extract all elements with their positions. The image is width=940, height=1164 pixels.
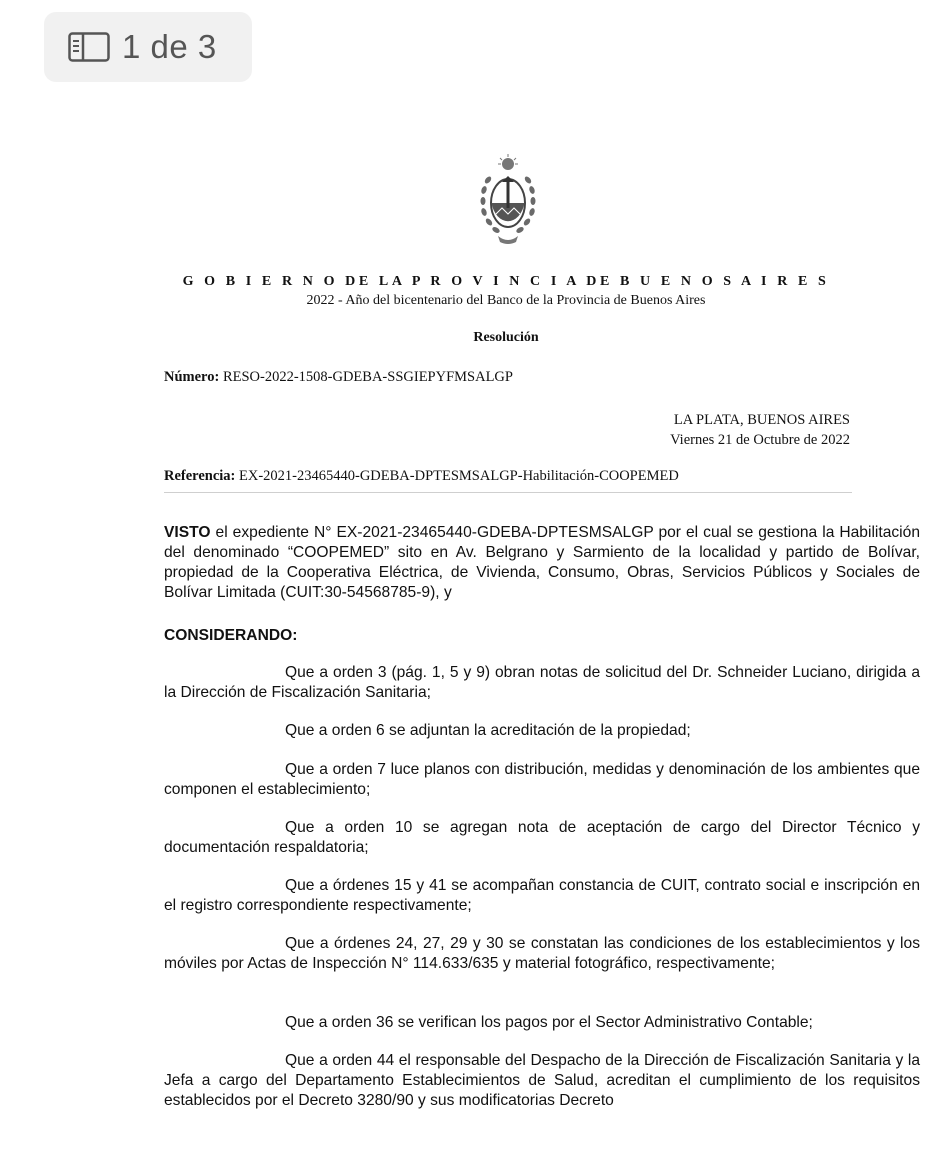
reference-divider [164,492,852,493]
considerando-paragraph: Que a orden 6 se adjuntan la acreditación de la propiedad; [285,722,691,739]
page-indicator[interactable] [44,12,252,82]
considerando-paragraph: Que a orden 7 luce planos con distribución, medidas y denominación de los ambientes que componen el establecimiento; [164,761,920,798]
government-subtitle: 2022 - Año del bicentenario del Banco de la Provincia de Buenos Aires [306,293,706,308]
considerando-paragraph: Que a orden 44 el responsable del Despacho de la Dirección de Fiscalización Sanitaria y la Jefa a cargo del Departamento Establecimientos de Salud, acreditan el cumplimiento de los requisitos establecidos por el Decreto 3280/90 y sus modificatorias Decreto [164,1052,920,1109]
visto-text: el expediente N° EX-2021-23465440-GDEBA-DPTESMSALGP por el cual se gestiona la Habilitación del denominado “COOPEMED” sito en Av. Belgrano y Sarmiento de la localidad y partido de Bolívar, propiedad de la Cooperativa Eléctrica, de Vivienda, Consumo, Obras, Servicios Públicos y Sociales de Bolívar Limitada (CUIT:30-54568785-9), y [164,524,920,601]
considerando-paragraph: Que a órdenes 15 y 41 se acompañan constancia de CUIT, contrato social e inscripción en el registro correspondiente respectivamente; [164,877,920,914]
document-type: Resolución [473,330,539,345]
visto-paragraph [164,523,920,603]
considerando-paragraph: Que a orden 3 (pág. 1, 5 y 9) obran notas de solicitud del Dr. Schneider Luciano, dirigida a la Dirección de Fiscalización Sanitaria; [164,664,920,701]
numero-value: RESO-2022-1508-GDEBA-SSGIEPYFMSALGP [222,369,513,385]
referencia-value: EX-2021-23465440-GDEBA-DPTESMSALGP-Habilitación-COOPEMED [239,468,679,484]
date: Viernes 21 de Octubre de 2022 [670,432,850,448]
page-indicator-label: 1 de 3 [122,28,217,65]
government-title: G O B I E R N O DE LA P R O V I N C I A DE B U E N O S A I R E S [182,274,830,289]
considerando-paragraph: Que a orden 36 se verifican los pagos por el Sector Administrativo Contable; [285,1014,813,1031]
place-and-date [670,410,850,450]
referencia-label: Referencia: [164,468,236,484]
considerando-heading: CONSIDERANDO: [164,627,298,644]
coat-of-arms-seal [472,152,544,248]
book-icon [68,32,110,62]
reference [164,468,679,485]
considerando-paragraph: Que a órdenes 24, 27, 29 y 30 se constatan las condiciones de los establecimientos y los móviles por Actas de Inspección N° 114.633/635 y material fotográfico, respectivamente; [164,935,920,972]
numero-label: Número: [164,369,220,385]
resolution-number [164,369,513,386]
place: LA PLATA, BUENOS AIRES [673,412,850,428]
visto-label: VISTO [164,524,211,541]
considerando-paragraph: Que a orden 10 se agregan nota de aceptación de cargo del Director Técnico y documentación respaldatoria; [164,819,920,856]
